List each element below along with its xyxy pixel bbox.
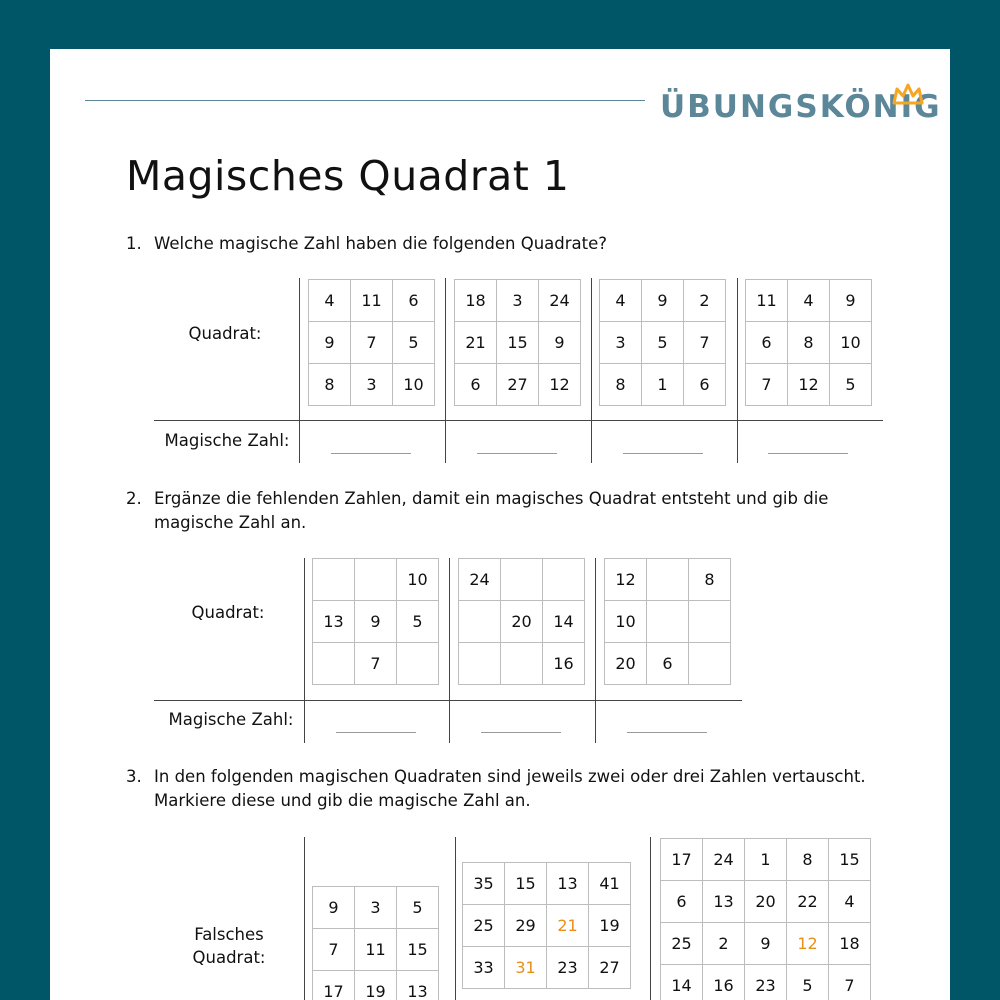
divider xyxy=(595,558,596,743)
magic-square xyxy=(308,279,435,406)
grid-row xyxy=(746,322,872,364)
grid-cell[interactable]: 16 xyxy=(543,643,585,685)
grid-cell[interactable]: 25 xyxy=(661,923,703,965)
grid-cell[interactable]: 5 xyxy=(397,601,439,643)
grid-cell[interactable]: 14 xyxy=(661,965,703,1000)
grid-cell[interactable] xyxy=(501,559,543,601)
grid-cell: 9 xyxy=(309,322,351,364)
grid-cell[interactable]: 8 xyxy=(689,559,731,601)
grid-cell[interactable]: 22 xyxy=(787,881,829,923)
divider xyxy=(304,837,305,1000)
grid-cell[interactable]: 6 xyxy=(647,643,689,685)
grid-cell: 1 xyxy=(642,364,684,406)
grid-cell[interactable]: 13 xyxy=(313,601,355,643)
grid-row xyxy=(459,601,585,643)
grid-cell[interactable]: 7 xyxy=(829,965,871,1000)
grid-cell[interactable]: 19 xyxy=(589,905,631,947)
grid-cell: 9 xyxy=(830,280,872,322)
grid-cell[interactable]: 29 xyxy=(505,905,547,947)
divider xyxy=(449,558,450,743)
grid-cell[interactable]: 12 xyxy=(787,923,829,965)
grid-cell[interactable]: 13 xyxy=(547,863,589,905)
grid-cell: 4 xyxy=(309,280,351,322)
grid-cell[interactable]: 18 xyxy=(829,923,871,965)
answer-blank[interactable] xyxy=(477,453,557,454)
brand-logo: ÜBUNGSKÖNIG xyxy=(660,89,942,125)
magic-square-faulty[interactable] xyxy=(312,886,439,1000)
grid-row xyxy=(455,280,581,322)
grid-cell: 6 xyxy=(684,364,726,406)
grid-cell: 12 xyxy=(788,364,830,406)
grid-cell[interactable]: 5 xyxy=(397,887,439,929)
task-2-row-label: Quadrat: xyxy=(191,603,265,622)
grid-cell: 8 xyxy=(600,364,642,406)
task-3-row-label xyxy=(180,923,278,969)
grid-row xyxy=(313,887,439,929)
grid-cell[interactable]: 19 xyxy=(355,971,397,1000)
grid-cell[interactable]: 1 xyxy=(745,839,787,881)
grid-cell[interactable]: 8 xyxy=(787,839,829,881)
grid-cell: 5 xyxy=(830,364,872,406)
grid-cell[interactable]: 5 xyxy=(787,965,829,1000)
grid-cell[interactable] xyxy=(313,559,355,601)
task-number: 2. xyxy=(126,489,142,508)
grid-cell[interactable]: 33 xyxy=(463,947,505,989)
divider xyxy=(299,278,300,463)
grid-cell[interactable]: 4 xyxy=(829,881,871,923)
grid-cell[interactable]: 23 xyxy=(547,947,589,989)
task-1-instruction xyxy=(126,232,886,256)
grid-cell: 6 xyxy=(746,322,788,364)
task-1-answer-label: Magische Zahl: xyxy=(164,431,290,450)
grid-cell[interactable]: 17 xyxy=(313,971,355,1000)
grid-cell[interactable]: 9 xyxy=(745,923,787,965)
grid-row xyxy=(746,364,872,406)
task-text-line: Markiere diese und gib die magische Zahl an. xyxy=(154,791,531,810)
divider xyxy=(445,278,446,463)
grid-row xyxy=(309,322,435,364)
magic-square xyxy=(599,279,726,406)
grid-cell: 6 xyxy=(455,364,497,406)
grid-cell[interactable]: 23 xyxy=(745,965,787,1000)
divider xyxy=(737,278,738,463)
divider xyxy=(154,700,742,701)
grid-cell: 10 xyxy=(393,364,435,406)
grid-cell: 12 xyxy=(539,364,581,406)
grid-cell[interactable] xyxy=(459,601,501,643)
answer-blank[interactable] xyxy=(336,732,416,733)
grid-cell[interactable]: 10 xyxy=(605,601,647,643)
task-number: 1. xyxy=(126,234,142,253)
worksheet-page xyxy=(50,49,950,1000)
grid-cell[interactable]: 25 xyxy=(463,905,505,947)
grid-cell[interactable]: 13 xyxy=(397,971,439,1000)
grid-row xyxy=(309,280,435,322)
grid-row xyxy=(661,881,871,923)
grid-cell[interactable]: 24 xyxy=(703,839,745,881)
grid-cell: 3 xyxy=(497,280,539,322)
task-number: 3. xyxy=(126,767,142,786)
grid-cell: 27 xyxy=(497,364,539,406)
grid-cell[interactable]: 20 xyxy=(501,601,543,643)
grid-cell: 6 xyxy=(393,280,435,322)
grid-row xyxy=(313,643,439,685)
grid-row xyxy=(463,905,631,947)
grid-cell[interactable]: 15 xyxy=(829,839,871,881)
task-text xyxy=(154,765,886,813)
grid-cell[interactable]: 27 xyxy=(589,947,631,989)
grid-row xyxy=(313,601,439,643)
magic-square xyxy=(454,279,581,406)
grid-row xyxy=(309,364,435,406)
grid-row xyxy=(463,863,631,905)
row-label-line: Falsches xyxy=(194,925,264,944)
grid-row xyxy=(600,322,726,364)
task-1-row-label: Quadrat: xyxy=(188,324,262,343)
magic-square-incomplete[interactable] xyxy=(604,558,731,685)
grid-row xyxy=(661,839,871,881)
grid-cell: 15 xyxy=(497,322,539,364)
grid-cell: 7 xyxy=(351,322,393,364)
magic-square-incomplete[interactable] xyxy=(458,558,585,685)
grid-cell[interactable]: 12 xyxy=(605,559,647,601)
answer-blank[interactable] xyxy=(623,453,703,454)
page-title: Magisches Quadrat 1 xyxy=(126,152,570,200)
grid-cell[interactable] xyxy=(543,559,585,601)
grid-cell[interactable] xyxy=(459,643,501,685)
grid-cell[interactable] xyxy=(689,643,731,685)
grid-cell: 10 xyxy=(830,322,872,364)
divider xyxy=(154,420,883,421)
grid-cell: 21 xyxy=(455,322,497,364)
grid-cell: 7 xyxy=(746,364,788,406)
grid-row xyxy=(600,280,726,322)
grid-cell[interactable]: 3 xyxy=(355,887,397,929)
grid-row xyxy=(313,929,439,971)
grid-row xyxy=(605,601,731,643)
grid-row xyxy=(661,923,871,965)
magic-square-incomplete[interactable] xyxy=(312,558,439,685)
grid-row xyxy=(459,559,585,601)
grid-cell[interactable]: 21 xyxy=(547,905,589,947)
task-text xyxy=(154,487,886,535)
grid-cell[interactable]: 35 xyxy=(463,863,505,905)
grid-cell: 3 xyxy=(600,322,642,364)
task-text-line: In den folgenden magischen Quadraten sind jeweils zwei oder drei Zahlen vertauscht. xyxy=(154,767,866,786)
grid-cell[interactable]: 9 xyxy=(355,601,397,643)
grid-cell[interactable]: 6 xyxy=(661,881,703,923)
grid-cell[interactable]: 7 xyxy=(355,643,397,685)
grid-cell: 3 xyxy=(351,364,393,406)
grid-cell: 11 xyxy=(351,280,393,322)
grid-row xyxy=(746,280,872,322)
answer-blank[interactable] xyxy=(331,453,411,454)
header-rule xyxy=(85,100,645,101)
grid-row xyxy=(313,559,439,601)
grid-cell[interactable]: 15 xyxy=(397,929,439,971)
grid-cell[interactable]: 10 xyxy=(397,559,439,601)
grid-row xyxy=(605,643,731,685)
task-text-line: Ergänze die fehlenden Zahlen, damit ein magisches Quadrat entsteht und gib die xyxy=(154,489,829,508)
grid-cell[interactable]: 20 xyxy=(745,881,787,923)
grid-cell: 24 xyxy=(539,280,581,322)
grid-row xyxy=(605,559,731,601)
grid-cell[interactable] xyxy=(397,643,439,685)
crown-icon xyxy=(892,83,924,105)
grid-cell: 4 xyxy=(600,280,642,322)
grid-cell[interactable]: 14 xyxy=(543,601,585,643)
grid-cell[interactable] xyxy=(647,601,689,643)
grid-cell: 11 xyxy=(746,280,788,322)
grid-row xyxy=(600,364,726,406)
grid-cell[interactable] xyxy=(313,643,355,685)
task-2-instruction xyxy=(126,487,886,535)
grid-cell: 5 xyxy=(642,322,684,364)
grid-row xyxy=(459,643,585,685)
task-2-answer-label: Magische Zahl: xyxy=(168,710,294,729)
grid-cell: 9 xyxy=(539,322,581,364)
grid-cell[interactable] xyxy=(647,559,689,601)
grid-cell[interactable]: 20 xyxy=(605,643,647,685)
grid-cell: 8 xyxy=(309,364,351,406)
grid-cell[interactable] xyxy=(501,643,543,685)
task-3-instruction xyxy=(126,765,886,813)
divider xyxy=(650,837,651,1000)
grid-row xyxy=(455,364,581,406)
grid-cell: 18 xyxy=(455,280,497,322)
grid-cell: 8 xyxy=(788,322,830,364)
grid-cell[interactable]: 13 xyxy=(703,881,745,923)
grid-cell[interactable]: 41 xyxy=(589,863,631,905)
divider xyxy=(455,837,456,1000)
grid-cell[interactable]: 17 xyxy=(661,839,703,881)
grid-cell: 4 xyxy=(788,280,830,322)
grid-cell[interactable]: 24 xyxy=(459,559,501,601)
grid-row xyxy=(463,947,631,989)
grid-cell[interactable]: 9 xyxy=(313,887,355,929)
grid-cell[interactable] xyxy=(689,601,731,643)
row-label-line: Quadrat: xyxy=(192,948,266,967)
grid-cell[interactable] xyxy=(355,559,397,601)
grid-cell[interactable]: 11 xyxy=(355,929,397,971)
grid-cell: 5 xyxy=(393,322,435,364)
task-text-line: magische Zahl an. xyxy=(154,513,307,532)
grid-cell[interactable]: 16 xyxy=(703,965,745,1000)
answer-blank[interactable] xyxy=(481,732,561,733)
magic-square-faulty[interactable] xyxy=(660,838,871,1000)
divider xyxy=(591,278,592,463)
magic-square xyxy=(745,279,872,406)
magic-square-faulty[interactable] xyxy=(462,862,631,989)
answer-blank[interactable] xyxy=(627,732,707,733)
grid-cell: 2 xyxy=(684,280,726,322)
task-text: Welche magische Zahl haben die folgenden Quadrate? xyxy=(154,234,608,253)
grid-row xyxy=(455,322,581,364)
grid-cell[interactable]: 2 xyxy=(703,923,745,965)
grid-row xyxy=(661,965,871,1000)
grid-cell[interactable]: 31 xyxy=(505,947,547,989)
grid-cell[interactable]: 15 xyxy=(505,863,547,905)
grid-cell[interactable]: 7 xyxy=(313,929,355,971)
answer-blank[interactable] xyxy=(768,453,848,454)
grid-cell: 9 xyxy=(642,280,684,322)
divider xyxy=(304,558,305,743)
grid-row xyxy=(313,971,439,1000)
grid-cell: 7 xyxy=(684,322,726,364)
